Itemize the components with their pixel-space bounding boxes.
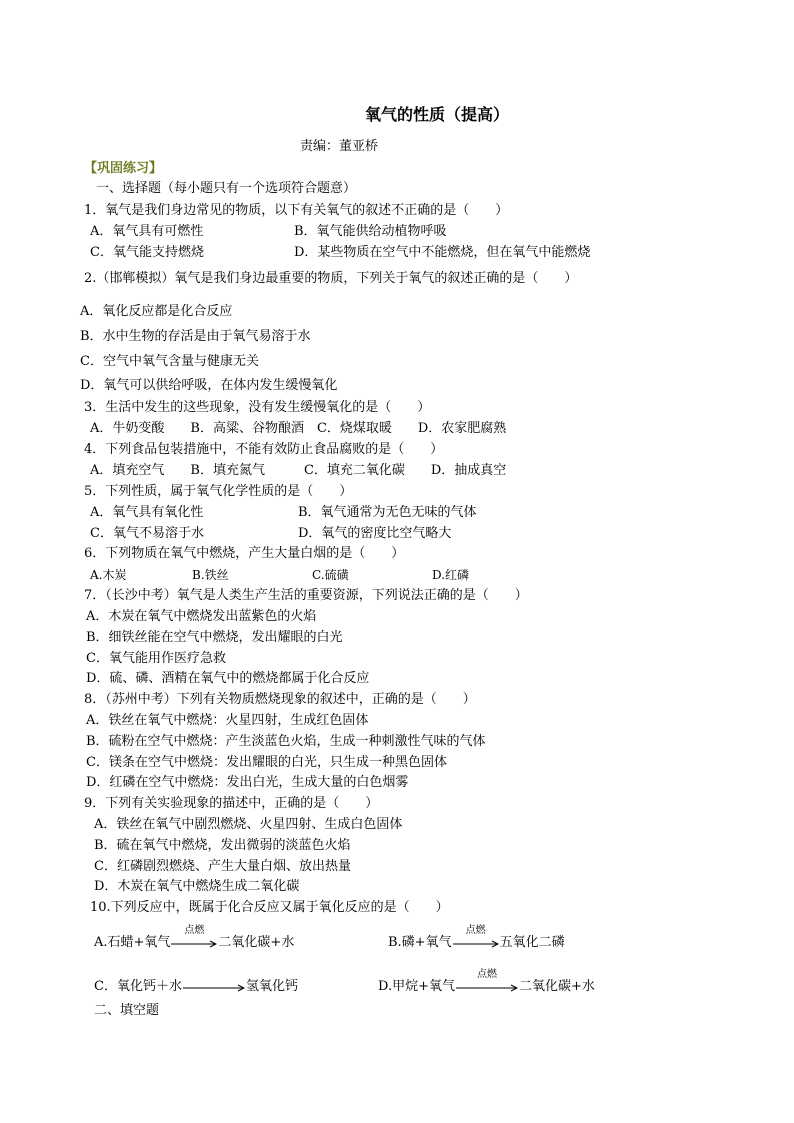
question-4-options: A．填充空气 B．填充氮气 C．填充二氧化碳 D．抽成真空 — [90, 463, 507, 478]
reaction-b-reactants: B.磷+氧气 — [388, 935, 452, 950]
question-2-option-a: A．氧化反应都是化合反应 — [80, 304, 233, 319]
question-5-option-d: D．氧气的密度比空气略大 — [298, 526, 452, 541]
question-7-stem: 7．（长沙中考）氧气是人类生产生活的重要资源，下列说法正确的是（ ） — [84, 588, 528, 603]
question-2-option-d: D．氧气可以供给呼吸，在体内发生缓慢氧化 — [80, 378, 338, 393]
question-2-option-b: B．水中生物的存活是由于氧气易溶于水 — [80, 329, 311, 344]
question-10-option-b — [388, 925, 565, 952]
question-5-option-b: B．氧气通常为无色无味的气体 — [298, 505, 477, 520]
reaction-a-reactants: A.石蜡+氧气 — [94, 935, 171, 950]
question-10-option-a — [94, 925, 295, 952]
arrow-right-icon — [183, 984, 245, 992]
question-6-option-b: B.铁丝 — [192, 568, 229, 582]
question-7-option-d: D．硫、磷、酒精在氧气中的燃烧都属于化合反应 — [86, 671, 370, 686]
question-5-option-a: A．氧气具有氧化性 — [90, 505, 204, 520]
question-1-option-b: B．氧气能供给动植物呼吸 — [294, 224, 447, 239]
reaction-c-products: 氢氧化钙 — [245, 979, 298, 994]
question-1-option-d: D．某些物质在空气中不能燃烧，但在氧气中能燃烧 — [294, 245, 591, 260]
question-5-stem: 5．下列性质，属于氧气化学性质的是（ ） — [84, 484, 353, 499]
reaction-d-reactants: D.甲烷+氧气 — [378, 979, 455, 994]
reaction-d-products: 二氧化碳+水 — [519, 979, 595, 994]
question-8-option-a: A．铁丝在氧气中燃烧：火星四射，生成红色固体 — [86, 713, 369, 728]
question-7-option-c: C．氧气能用作医疗急救 — [86, 651, 226, 666]
arrow-right-icon — [456, 984, 518, 992]
reaction-arrow — [453, 925, 499, 952]
question-2-stem: 2.（邯郸模拟）氧气是我们身边最重要的物质，下列关于氧气的叙述正确的是（ ） — [84, 271, 578, 286]
question-9-option-c: C．红磷剧烈燃烧、产生大量白烟、放出热量 — [94, 859, 351, 874]
question-8-stem: 8．（苏州中考）下列有关物质燃烧现象的叙述中，正确的是（ ） — [84, 692, 476, 707]
part1-heading: 一、选择题（每小题只有一个选项符合题意） — [96, 181, 357, 196]
question-7-option-a: A．木炭在氧气中燃烧发出蓝紫色的火焰 — [86, 609, 317, 624]
question-4-stem: 4．下列食品包装措施中，不能有效防止食品腐败的是（ ） — [84, 442, 444, 457]
question-10-option-d — [378, 969, 595, 996]
arrow-right-icon — [453, 940, 499, 948]
reaction-arrow — [456, 969, 518, 996]
question-2-option-c: C．空气中氧气含量与健康无关 — [80, 354, 259, 369]
author-line: 责编：董亚桥 — [300, 139, 379, 154]
reaction-b-products: 五氧化二磷 — [499, 935, 565, 950]
question-10-stem: 10.下列反应中，既属于化合反应又属于氧化反应的是（ ） — [90, 900, 449, 915]
reaction-condition: 点燃 — [477, 969, 497, 980]
page-title: 氧气的性质（提高） — [364, 105, 509, 124]
question-6-option-a: A.木炭 — [90, 568, 127, 582]
question-8-option-d: D．红磷在空气中燃烧：发出白光，生成大量的白色烟雾 — [86, 775, 409, 790]
question-8-option-b: B．硫粉在空气中燃烧：产生淡蓝色火焰，生成一种刺激性气味的气体 — [86, 734, 486, 749]
reaction-condition: 点燃 — [465, 925, 486, 936]
question-1-option-c: C．氧气能支持燃烧 — [90, 245, 204, 260]
question-3-options: A．牛奶变酸 B．高粱、谷物酿酒 C．烧煤取暖 D．农家肥腐熟 — [90, 421, 507, 436]
question-9-option-d: D．木炭在氧气中燃烧生成二氧化碳 — [94, 879, 300, 894]
question-7-option-b: B．细铁丝能在空气中燃烧，发出耀眼的白光 — [86, 630, 343, 645]
question-6-option-c: C.硫磺 — [312, 568, 349, 582]
reaction-c-reactants: C．氧化钙＋水 — [94, 979, 182, 994]
question-1-option-a: A．氧气具有可燃性 — [90, 224, 204, 239]
question-8-option-c: C．镁条在空气中燃烧：发出耀眼的白光，只生成一种黑色固体 — [86, 755, 447, 770]
reaction-condition: 点燃 — [184, 925, 205, 936]
reaction-arrow — [183, 978, 245, 996]
part2-heading: 二、填空题 — [94, 1003, 160, 1018]
reaction-arrow — [171, 925, 217, 952]
question-6-option-d: D.红磷 — [432, 568, 470, 582]
reaction-a-products: 二氧化碳+水 — [218, 935, 295, 950]
question-6-stem: 6．下列物质在氧气中燃烧，产生大量白烟的是（ ） — [84, 546, 405, 561]
question-9-stem: 9．下列有关实验现象的描述中，正确的是（ ） — [84, 796, 379, 811]
arrow-right-icon — [171, 940, 217, 948]
section-tag: 【巩固练习】 — [84, 161, 163, 176]
question-9-option-a: A．铁丝在氧气中剧烈燃烧、火星四射、生成白色固体 — [94, 817, 403, 832]
question-10-option-c — [94, 978, 298, 996]
question-1-stem: 1．氧气是我们身边常见的物质，以下有关氧气的叙述不正确的是（ ） — [84, 203, 509, 218]
question-3-stem: 3．生活中发生的这些现象，没有发生缓慢氧化的是（ ） — [84, 400, 431, 415]
question-9-option-b: B．硫在氧气中燃烧，发出微弱的淡蓝色火焰 — [94, 838, 351, 853]
question-5-option-c: C．氧气不易溶于水 — [90, 526, 204, 541]
